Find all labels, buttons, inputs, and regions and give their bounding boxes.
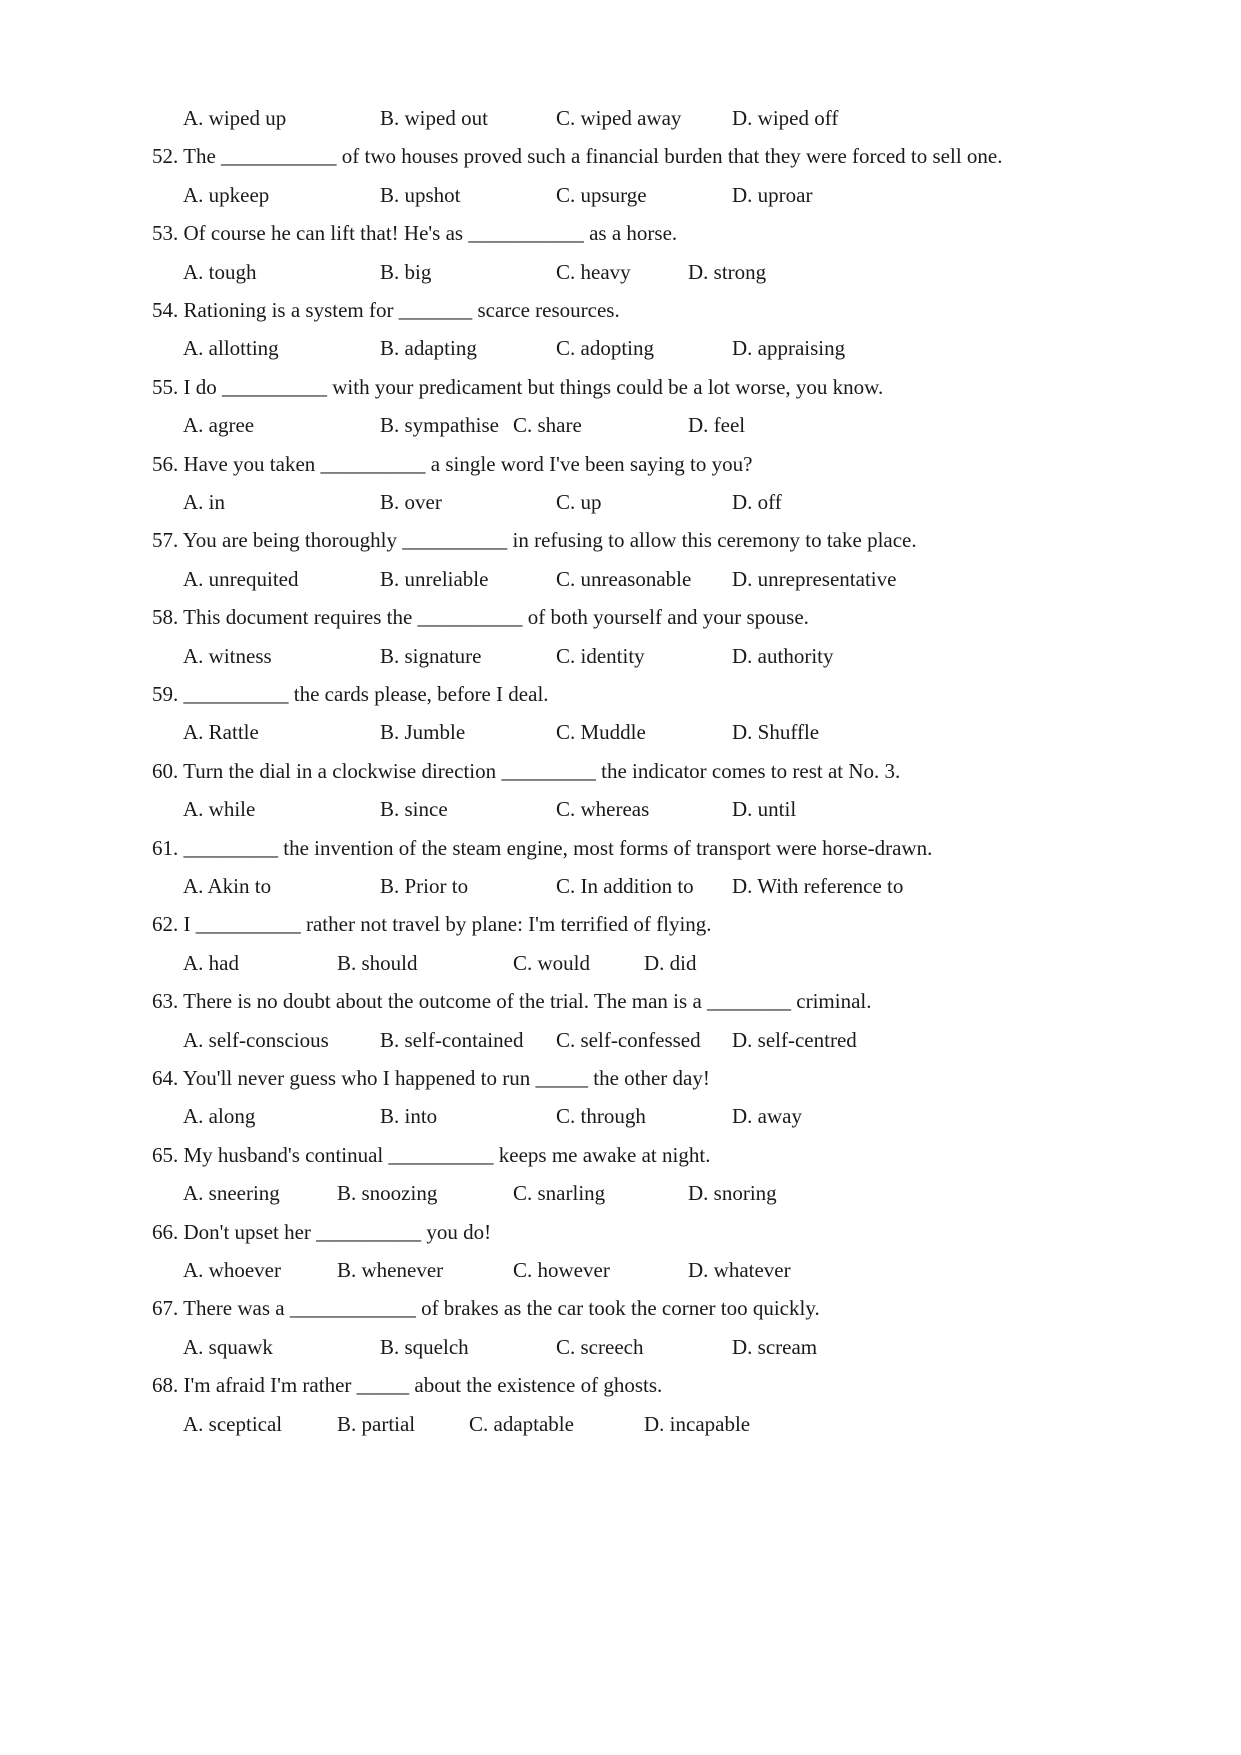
- option-c: C. share: [513, 413, 582, 438]
- option-a: A. sceptical: [183, 1411, 283, 1436]
- options-row: [0, 641, 1241, 671]
- option-c: C. upsurge: [556, 182, 647, 207]
- option-b: B. should: [337, 950, 418, 975]
- option-a: A. witness: [183, 643, 272, 668]
- question-stem: 67. There was a ____________ of brakes as the car took the corner too quickly.: [152, 1296, 820, 1321]
- option-a: A. wiped up: [183, 106, 287, 130]
- option-a: A. self-conscious: [183, 1027, 329, 1052]
- option-d: D. appraising: [732, 336, 846, 361]
- option-d: D. With reference to: [732, 874, 904, 898]
- option-b: B. self-contained: [380, 1027, 524, 1052]
- option-b: B. into: [380, 1104, 438, 1129]
- question-stem: 64. You'll never guess who I happened to run _____ the other day!: [152, 1066, 710, 1090]
- option-a: A. in: [183, 490, 225, 514]
- option-a: A. tough: [183, 259, 257, 284]
- option-c: C. heavy: [556, 259, 631, 284]
- option-c: C. through: [556, 1104, 646, 1129]
- option-a: A. Akin to: [183, 874, 272, 898]
- options-row-51: [0, 103, 1241, 133]
- option-a: A. had: [183, 950, 239, 975]
- options-row: [0, 564, 1241, 594]
- question-stem: 58. This document requires the __________ of both yourself and your spouse.: [152, 605, 809, 630]
- options-row: [0, 1409, 1241, 1439]
- option-b: B. Prior to: [380, 874, 469, 898]
- option-d: D. strong: [688, 259, 767, 284]
- options-row: [0, 1025, 1241, 1055]
- question-stem: 62. I __________ rather not travel by plane: I'm terrified of flying.: [152, 912, 712, 937]
- option-c: C. whereas: [556, 797, 650, 822]
- option-a: A. unrequited: [183, 566, 299, 591]
- option-d: D. Shuffle: [732, 720, 820, 745]
- question-stem: 56. Have you taken __________ a single word I've been saying to you?: [152, 451, 753, 476]
- option-c: C. wiped away: [556, 106, 682, 130]
- option-b: B. wiped out: [380, 106, 488, 130]
- options-row: [0, 948, 1241, 978]
- option-a: A. sneering: [183, 1181, 280, 1206]
- options-row: [0, 1332, 1241, 1362]
- option-d: D. away: [732, 1104, 802, 1129]
- options-row: [0, 1101, 1241, 1131]
- option-a: A. along: [183, 1104, 256, 1129]
- option-c: C. screech: [556, 1334, 644, 1359]
- option-b: B. Jumble: [380, 720, 466, 745]
- options-row: [0, 487, 1241, 517]
- option-a: A. squawk: [183, 1334, 273, 1359]
- options-row: [0, 717, 1241, 747]
- option-b: B. sympathise: [380, 413, 499, 438]
- option-d: D. whatever: [688, 1258, 791, 1282]
- option-c: C. adaptable: [469, 1411, 574, 1436]
- option-c: C. identity: [556, 643, 645, 668]
- option-c: C. up: [556, 490, 602, 514]
- option-c: C. adopting: [556, 336, 654, 361]
- option-a: A. whoever: [183, 1258, 281, 1282]
- option-d: D. snoring: [688, 1181, 777, 1206]
- question-stem: 65. My husband's continual __________ keeps me awake at night.: [152, 1142, 711, 1167]
- question-stem: 57. You are being thoroughly __________ in refusing to allow this ceremony to take place.: [152, 528, 917, 553]
- option-a: A. while: [183, 797, 256, 822]
- question-stem: 66. Don't upset her __________ you do!: [152, 1219, 492, 1244]
- option-b: B. whenever: [337, 1258, 444, 1282]
- options-row: [0, 333, 1241, 363]
- option-a: A. Rattle: [183, 720, 259, 745]
- option-d: D. incapable: [644, 1411, 751, 1436]
- option-a: A. upkeep: [183, 182, 270, 207]
- option-d: D. uproar: [732, 182, 813, 207]
- option-c: C. snarling: [513, 1181, 606, 1206]
- option-d: D. authority: [732, 643, 834, 668]
- option-d: D. wiped off: [732, 106, 839, 130]
- option-b: B. big: [380, 259, 432, 284]
- question-stem: 68. I'm afraid I'm rather _____ about the existence of ghosts.: [152, 1373, 663, 1398]
- question-stem: 61. _________ the invention of the steam engine, most forms of transport were horse-drawn.: [152, 835, 933, 860]
- option-c: C. In addition to: [556, 874, 694, 898]
- option-b: B. snoozing: [337, 1181, 438, 1206]
- question-stem: 63. There is no doubt about the outcome of the trial. The man is a ________ criminal.: [152, 989, 872, 1014]
- option-d: D. self-centred: [732, 1027, 857, 1052]
- options-row: [0, 257, 1241, 287]
- option-d: D. feel: [688, 413, 746, 438]
- option-a: A. agree: [183, 413, 255, 438]
- option-c: C. however: [513, 1258, 610, 1282]
- question-stem: 52. The ___________ of two houses proved such a financial burden that they were forced to sell one.: [152, 144, 1003, 169]
- option-b: B. unreliable: [380, 566, 489, 591]
- question-stem: 54. Rationing is a system for _______ scarce resources.: [152, 298, 620, 322]
- question-stem: 53. Of course he can lift that! He's as ___________ as a horse.: [152, 221, 678, 246]
- options-row: [0, 794, 1241, 824]
- question-stem: 55. I do __________ with your predicament but things could be a lot worse, you know.: [152, 374, 884, 399]
- option-d: D. unrepresentative: [732, 566, 897, 591]
- option-b: B. squelch: [380, 1334, 469, 1359]
- option-d: D. did: [644, 950, 697, 975]
- question-stem: 59. __________ the cards please, before I deal.: [152, 682, 549, 706]
- options-row: [0, 1178, 1241, 1208]
- option-c: C. unreasonable: [556, 566, 692, 591]
- option-b: B. adapting: [380, 336, 477, 361]
- option-b: B. signature: [380, 643, 482, 668]
- option-b: B. since: [380, 797, 448, 822]
- option-c: C. would: [513, 950, 591, 975]
- options-row: [0, 410, 1241, 440]
- options-row: [0, 180, 1241, 210]
- option-c: C. Muddle: [556, 720, 646, 745]
- option-b: B. over: [380, 490, 442, 514]
- option-d: D. until: [732, 797, 797, 822]
- options-row: [0, 1255, 1241, 1285]
- option-a: A. allotting: [183, 336, 279, 361]
- option-d: D. scream: [732, 1334, 818, 1359]
- option-d: D. off: [732, 490, 782, 514]
- question-stem: 60. Turn the dial in a clockwise direction _________ the indicator comes to rest at No. 3.: [152, 758, 901, 783]
- options-row: [0, 871, 1241, 901]
- option-b: B. partial: [337, 1411, 416, 1436]
- option-c: C. self-confessed: [556, 1027, 701, 1052]
- option-b: B. upshot: [380, 182, 461, 207]
